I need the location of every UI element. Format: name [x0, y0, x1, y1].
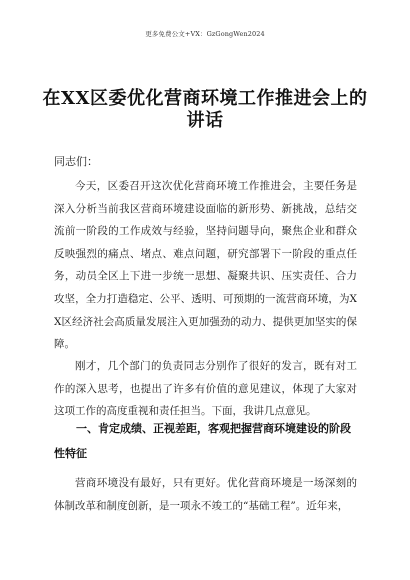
salutation: 同志们： [54, 155, 98, 168]
section-heading: 一、肯定成绩、正视差距，客观把握营商环境建设的阶段性特征 [54, 422, 351, 460]
paragraph-section-body: 营商环境没有最好，只有更好。优化营商环境是一场深刻的体制改革和制度创新，是一项永不竣工的“基础工程”。近年来， [54, 477, 357, 512]
header-note: 更多免费公文+VX：GzGongWen2024 [145, 30, 265, 38]
paragraph-opening: 今天，区委召开这次优化营商环境工作推进会，主要任务是深入分析当前我区营商环境建设面临的新形势、新挑战，总结交流前一阶段的工作成效与经验，坚持问题导向，聚焦企业和群众反映强烈的痛点、堵点、难点问题，研究部署下一阶段的重点任务，动员全区上下进一步统一思想、凝聚共识、压实责任、合力攻坚，全力打造稳定、公平、透明、可预期的一流营商环境，为XX区经济社会高质量发展注入更加强劲的动力、提供更加坚实的保障。 [54, 180, 357, 351]
document-title: 在XX区委优化营商环境工作推进会上的讲话 [42, 88, 368, 131]
paragraph-transition: 刚才，几个部门的负责同志分别作了很好的发言，既有对工作的深入思考，也提出了许多有价值的意见建议，体现了大家对这项工作的高度重视和责任担当。下面，我讲几点意见。 [54, 360, 357, 418]
